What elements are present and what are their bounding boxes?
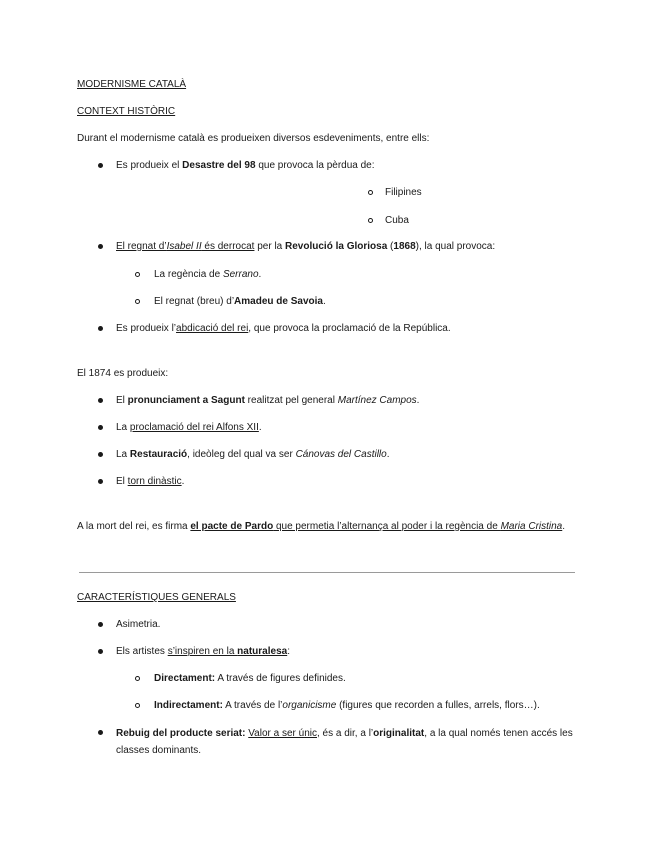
text-run: : <box>287 646 290 657</box>
text-run: Martínez Campos <box>337 395 417 406</box>
year-1874-intro: El 1874 es produeix: <box>77 368 169 379</box>
text-run: Desastre del 98 <box>182 160 256 171</box>
circle-bullet-icon <box>135 703 140 708</box>
text-run: Els artistes <box>116 646 168 657</box>
text-run: ( <box>387 241 394 252</box>
text-run: El <box>116 476 128 487</box>
text-run: Es produeix el <box>116 160 183 171</box>
text-run: . <box>258 422 262 433</box>
sub-list-item <box>154 673 346 685</box>
bullet-icon <box>98 398 103 403</box>
text-run: és derrocat <box>201 241 255 252</box>
sub-list-item <box>154 296 326 308</box>
circle-bullet-icon <box>135 272 140 277</box>
circle-bullet-icon <box>368 190 373 195</box>
text-run: torn dinàstic <box>127 476 182 487</box>
text-run: naturalesa <box>237 646 288 657</box>
text-run: Es produeix l’ <box>116 323 177 334</box>
bullet-icon <box>98 452 103 457</box>
text-run: El <box>116 395 128 406</box>
bullet-icon <box>98 425 103 430</box>
text-run: La <box>116 422 130 433</box>
text-run: proclamació del rei Alfons XII <box>129 422 259 433</box>
text-run: realitzat pel general <box>244 395 338 406</box>
text-run: abdicació del rei <box>176 323 249 334</box>
circle-bullet-icon <box>135 676 140 681</box>
text-run: Amadeu de Savoia <box>234 296 323 307</box>
bullet-icon <box>98 244 103 249</box>
list-item <box>116 395 419 407</box>
text-run: . <box>258 269 262 280</box>
bullet-icon <box>98 479 103 484</box>
circle-bullet-icon <box>135 299 140 304</box>
section-heading-features: CARACTERÍSTIQUES GENERALS <box>77 592 236 603</box>
text-run: originalitat <box>373 728 425 739</box>
text-run: Isabel II <box>166 241 202 252</box>
text-run: El regnat d’ <box>116 241 167 252</box>
bullet-icon <box>98 649 103 654</box>
text-run: A través de figures definides. <box>215 673 346 684</box>
text-run: . <box>562 521 566 532</box>
text-run: s’inspiren en la <box>167 646 238 657</box>
text-run: Directament: <box>154 673 216 684</box>
sub-list-item: Cuba <box>385 215 409 226</box>
text-run: Revolució la Gloriosa <box>285 241 388 252</box>
bullet-icon <box>98 163 103 168</box>
list-item <box>116 725 578 759</box>
list-item: Asimetria. <box>116 619 161 630</box>
sub-list-item: Filipines <box>385 187 422 198</box>
text-run: que provoca la pèrdua de: <box>255 160 375 171</box>
text-run: ), la qual provoca: <box>415 241 496 252</box>
text-run: Indirectament: <box>154 700 223 711</box>
list-item <box>116 160 375 172</box>
text-run: (figures que recorden a fulles, arrels, flors…). <box>336 700 540 711</box>
text-run: Maria Cristina <box>500 521 563 532</box>
text-run: . <box>322 296 326 307</box>
text-run: Cánovas del Castillo <box>295 449 387 460</box>
bullet-icon <box>98 326 103 331</box>
text-run: Rebuig del producte seriat: <box>116 728 246 739</box>
list-item <box>116 422 262 434</box>
text-run: . <box>386 449 390 460</box>
text-run: Serrano <box>222 269 259 280</box>
bullet-icon <box>98 730 103 735</box>
text-run: . <box>181 476 185 487</box>
bullet-icon <box>98 622 103 627</box>
context-intro: Durant el modernisme català es produeixen diversos esdeveniments, entre ells: <box>77 133 430 144</box>
list-item <box>116 323 451 335</box>
text-run: el pacte de Pardo <box>190 521 274 532</box>
horizontal-divider <box>79 572 575 573</box>
text-run: , ideòleg del qual va ser <box>187 449 296 460</box>
text-run: La <box>116 449 130 460</box>
text-run: Valor a ser únic <box>248 728 317 739</box>
text-run: A través de l’ <box>222 700 283 711</box>
list-item <box>116 476 184 488</box>
section-heading-context: CONTEXT HISTÒRIC <box>77 106 176 117</box>
text-run: 1868 <box>393 241 416 252</box>
text-run: A la mort del rei, es firma <box>77 521 191 532</box>
text-run: , a la qual només tenen accés les classes dominants. <box>116 728 573 756</box>
text-run: organicisme <box>282 700 337 711</box>
document-title: MODERNISME CATALÀ <box>77 79 187 90</box>
text-run: Restauració <box>129 449 188 460</box>
text-run: . <box>416 395 420 406</box>
sub-list-item <box>154 269 261 281</box>
text-run: per la <box>254 241 286 252</box>
circle-bullet-icon <box>368 218 373 223</box>
text-run: , que provoca la proclamació de la República. <box>248 323 451 334</box>
text-run: El regnat (breu) d’ <box>154 296 235 307</box>
text-run: La regència de <box>154 269 223 280</box>
text-run: pronunciament a Sagunt <box>127 395 245 406</box>
text-run: que permetia l’alternança al poder i la regència de <box>273 521 501 532</box>
sub-list-item <box>154 700 540 712</box>
list-item <box>116 449 390 461</box>
pardo-paragraph <box>77 518 578 535</box>
list-item <box>116 241 495 253</box>
list-item <box>116 646 290 658</box>
text-run: , és a dir, a l’ <box>317 728 374 739</box>
